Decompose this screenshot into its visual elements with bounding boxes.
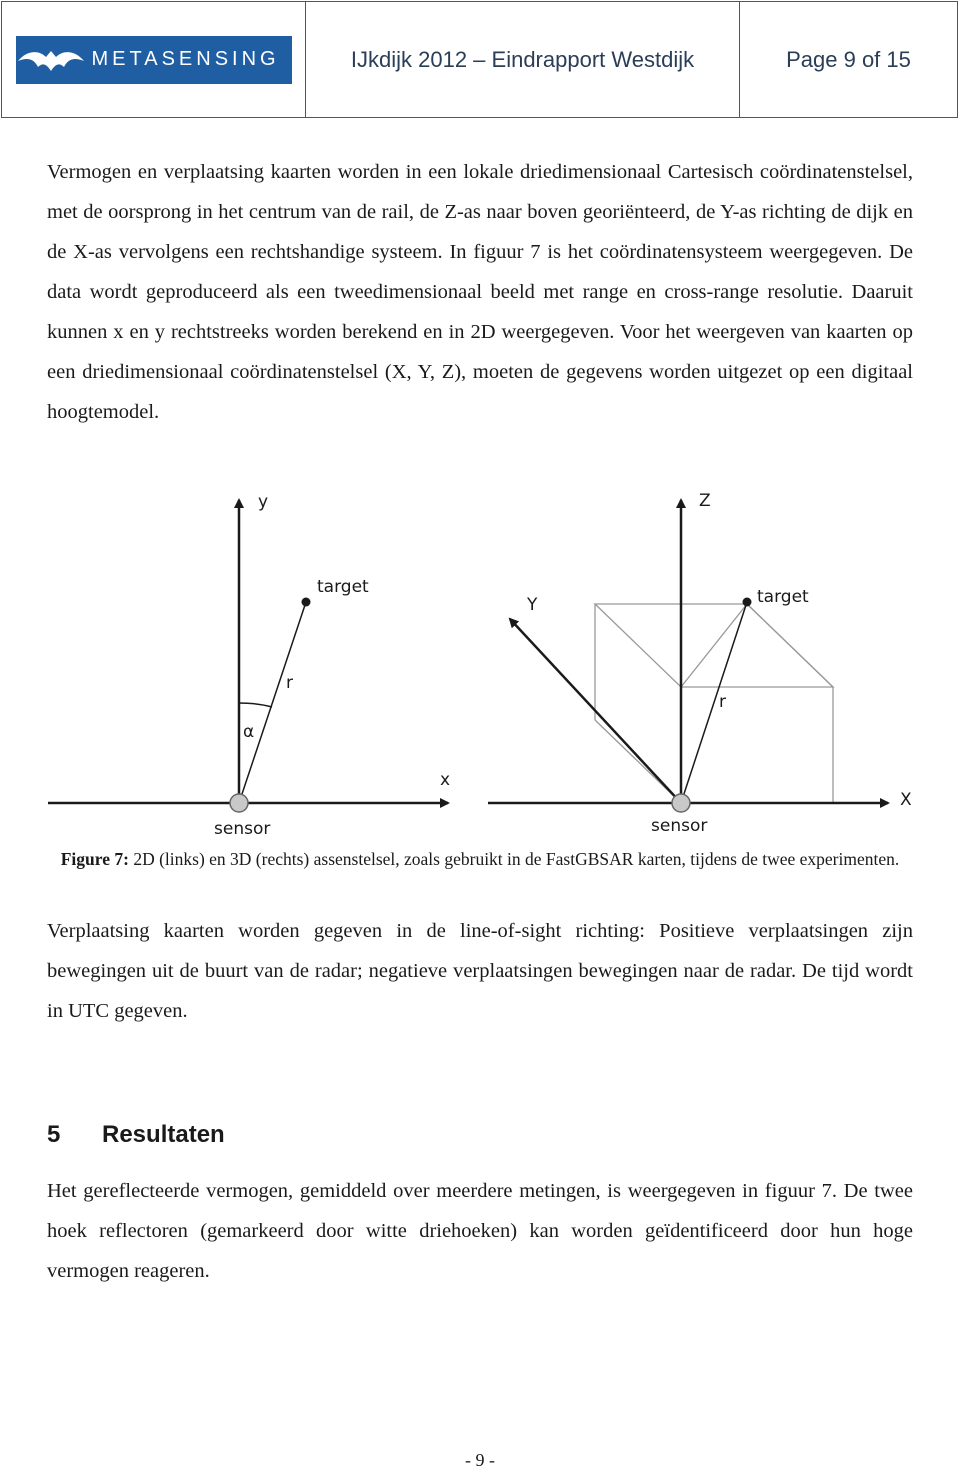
- range-line-2d: [239, 602, 306, 803]
- displacement-paragraph: Verplaatsing kaarten worden gegeven in de line-of-sight richting: Positieve verplaatsingen zijn bewegingen uit de buurt van de radar; negatieve verplaatsingen bewegingen naar de radar. De tijd wordt in UTC gegeven.: [47, 920, 913, 1022]
- results-paragraph: Het gereflecteerde vermogen, gemiddeld over meerdere metingen, is weergegeven in figuur 7. De twee hoek reflectoren (gemarkeerd door witte driehoeken) kan worden geïdentificeerd door hun hoge vermogen reageren.: [47, 1180, 913, 1282]
- sensor-point-3d: [672, 794, 690, 812]
- intro-paragraph: Vermogen en verplaatsing kaarten worden in een lokale driedimensionaal Cartesisch coördinatenstelsel, met de oorsprong in het centrum van de rail, de Z-as naar boven georiënteerd, de Y-as richting de dijk en de X-as vervolgens een rechtshandige systeem. In figuur 7 is het coördinatensysteem weergegeven. De data wordt geproduceerd als een tweedimensionaal beeld met range en cross-range resolutie. Daaruit kunnen x en y rechtstreeks worden berekend en in 2D weergegeven. Voor het weergeven van kaarten op een driedimensionaal coördinatenstelsel (X, Y, Z), moeten de gegevens worden uitgezet op een digitaal hoogtemodel.: [47, 161, 913, 423]
- diagram-3d: [488, 491, 912, 836]
- metasensing-logo: [16, 36, 292, 84]
- sensor-label-2d: sensor: [214, 819, 271, 839]
- target-label-3d: target: [757, 587, 809, 607]
- r-label-3d: r: [719, 692, 726, 712]
- caption-label: Figure 7:: [60, 849, 129, 869]
- page-indicator: Page 9 of 15: [786, 46, 911, 72]
- logo-text: METASENSING: [91, 48, 280, 70]
- section-number: 5: [47, 1121, 61, 1148]
- y-label-2d: y: [258, 492, 269, 512]
- coordinate-system-figure: [40, 482, 920, 842]
- page-footer: - 9 -: [465, 1450, 495, 1470]
- x-label-3d: X: [900, 790, 912, 810]
- header-title-cell: [306, 2, 740, 117]
- bat-icon: [16, 45, 86, 75]
- x-label-2d: x: [440, 770, 451, 790]
- document-title: IJkdijk 2012 – Eindrapport Westdijk: [350, 46, 695, 72]
- page-header: [1, 1, 958, 118]
- target-point-3d: [743, 598, 752, 607]
- section-title: Resultaten: [102, 1121, 225, 1148]
- alpha-arc: [239, 703, 272, 707]
- sensor-label-3d: sensor: [651, 816, 708, 836]
- sensor-point-2d: [230, 794, 248, 812]
- z-label-3d: Z: [699, 491, 711, 511]
- alpha-label: α: [243, 722, 255, 742]
- logo-cell: [2, 2, 306, 117]
- y-label-3d: Y: [527, 595, 538, 615]
- r-label-2d: r: [286, 673, 293, 693]
- header-page-cell: [740, 2, 957, 117]
- diagram-2d: [48, 492, 450, 839]
- target-label-2d: target: [317, 577, 369, 597]
- range-line-3d: [681, 602, 747, 803]
- figure-caption: [60, 848, 900, 871]
- caption-text: 2D (links) en 3D (rechts) assenstelsel, zoals gebruikt in de FastGBSAR karten, tijdens de twee experimenten.: [128, 849, 900, 869]
- target-point-2d: [302, 598, 311, 607]
- section-heading: [47, 1121, 225, 1149]
